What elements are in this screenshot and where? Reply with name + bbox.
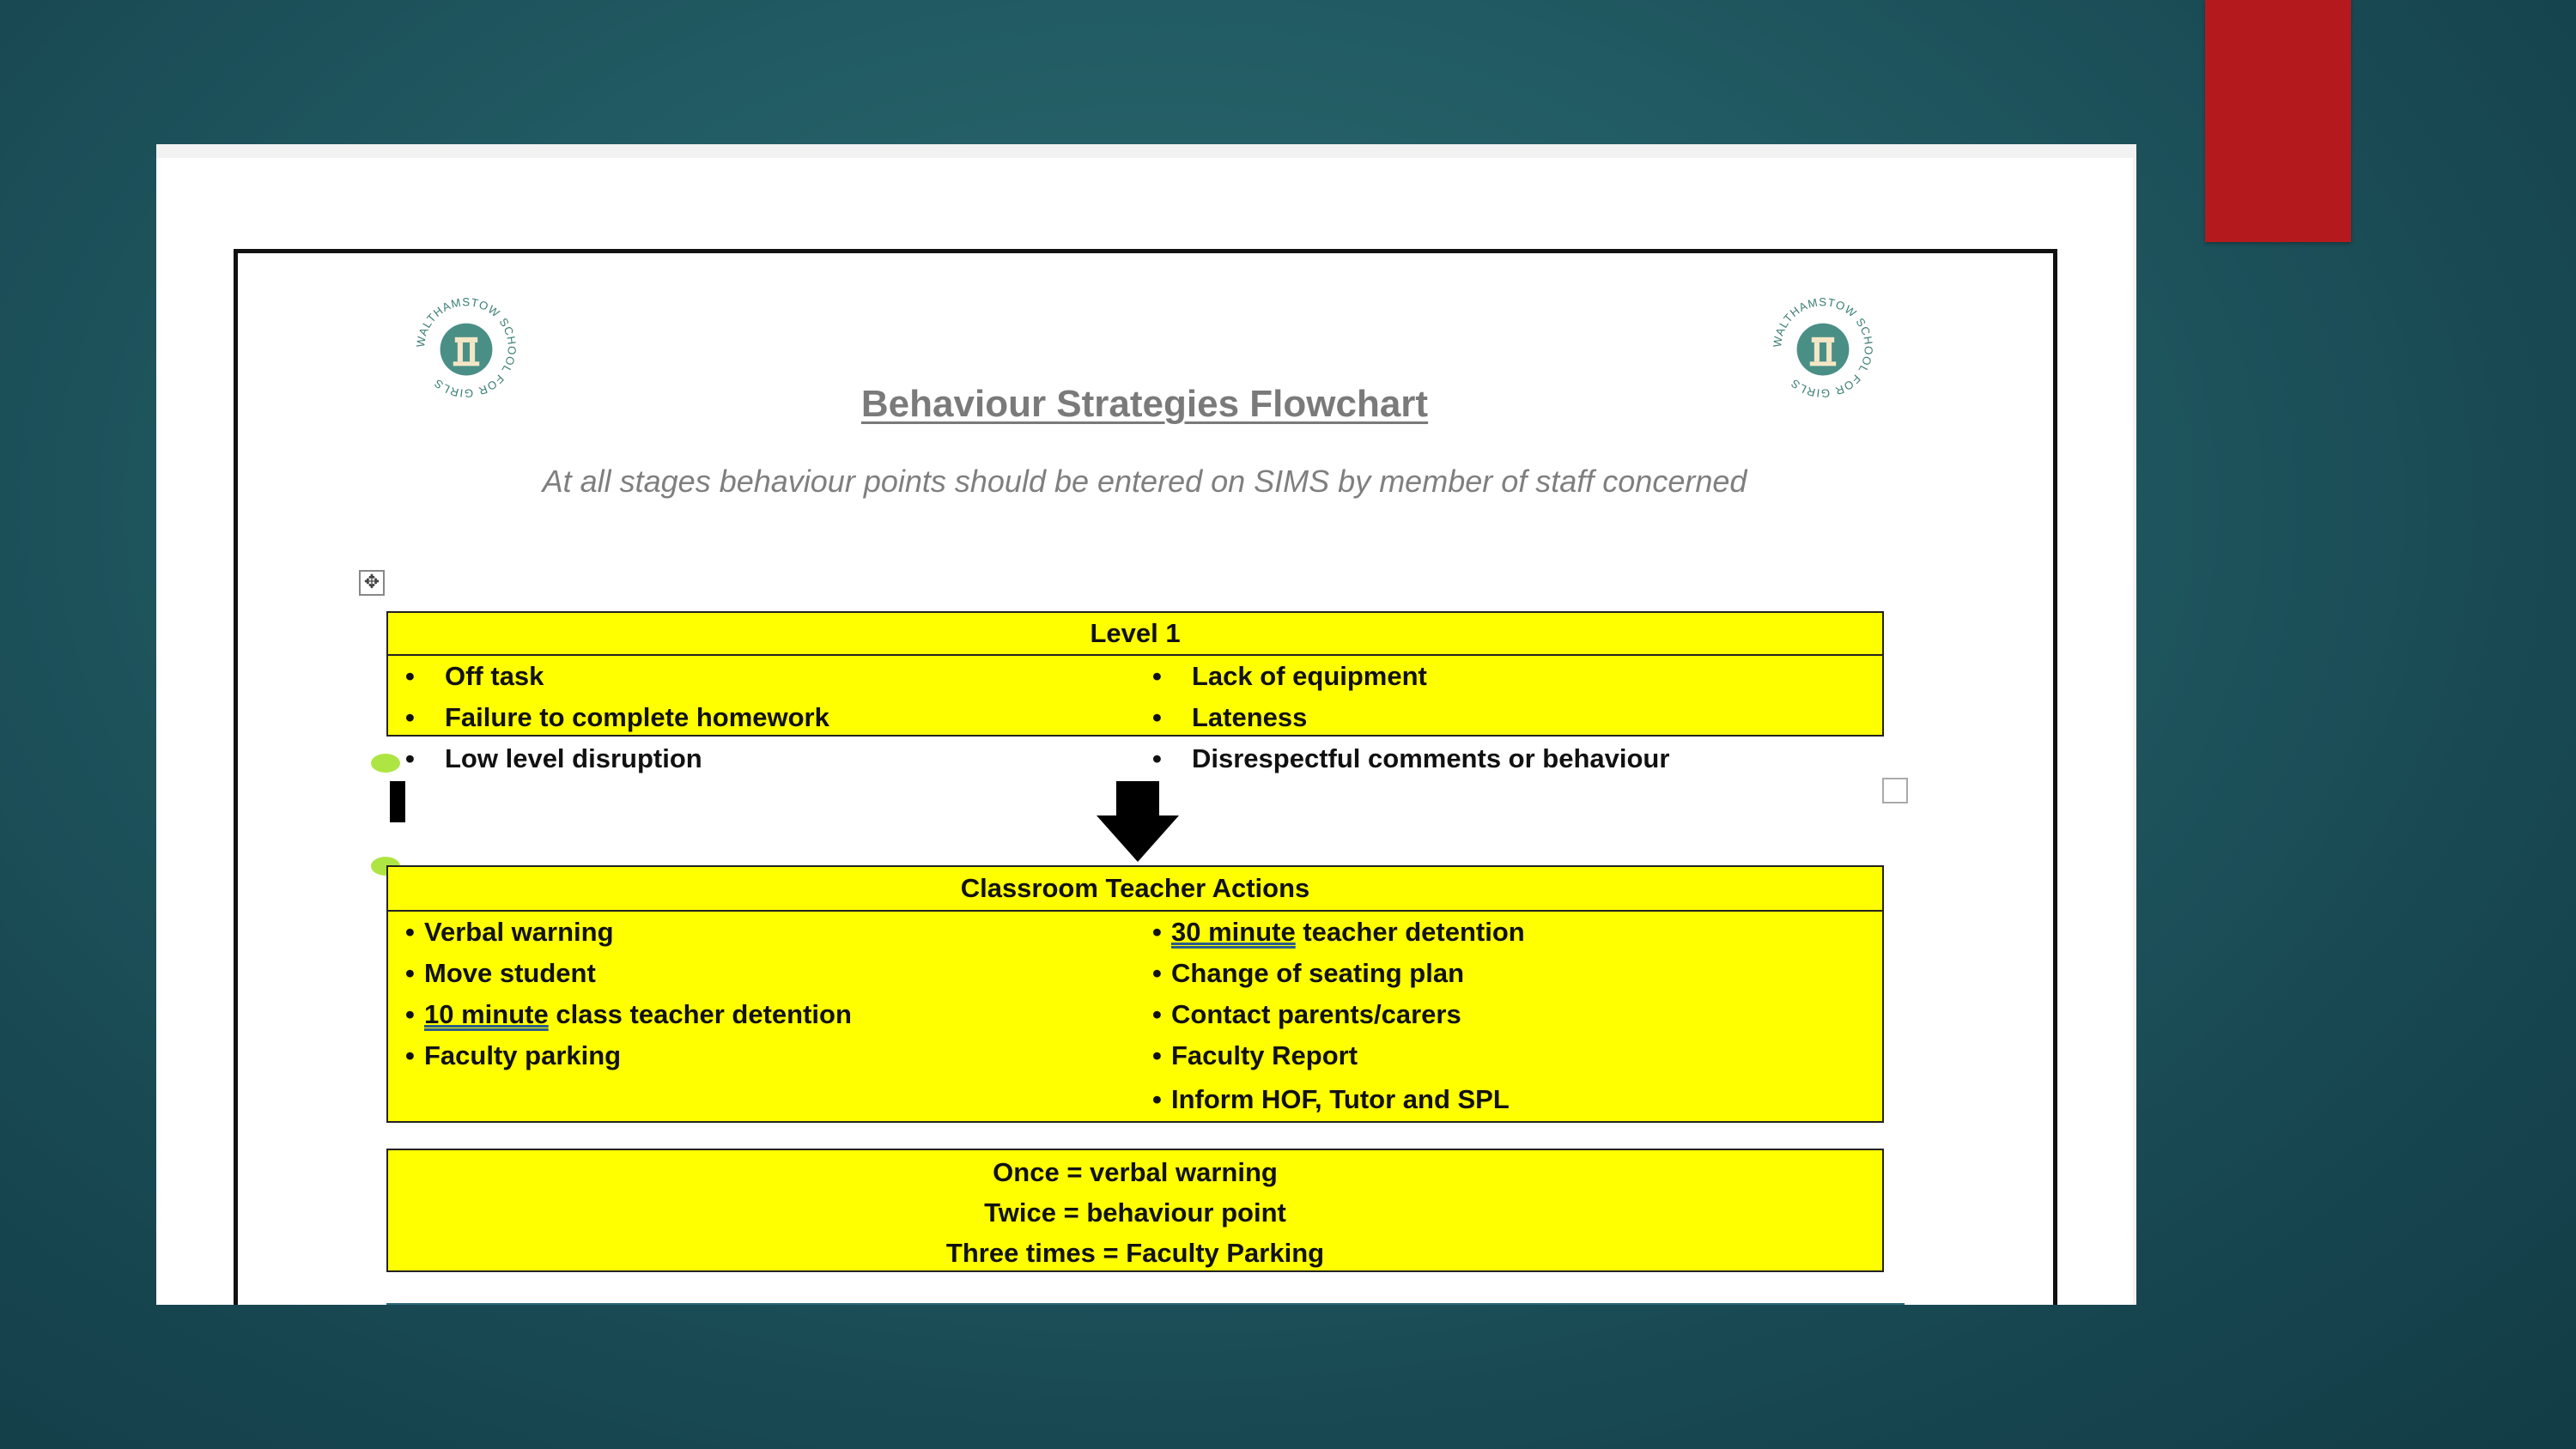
text-cursor	[390, 781, 405, 822]
level1-box	[386, 611, 1884, 773]
list-item: • Off task	[388, 656, 1135, 697]
slide-accent-bar	[2205, 0, 2351, 242]
list-item: • Contact parents/carers	[1135, 994, 1882, 1035]
level1-heading: Level 1	[388, 613, 1882, 656]
list-item: • Lack of equipment	[1135, 656, 1882, 697]
list-item: • Move student	[388, 953, 1135, 994]
teacher-actions-box	[386, 865, 1884, 1123]
underlined-text: 10 minute	[424, 999, 549, 1029]
resize-handle[interactable]	[1882, 778, 1908, 803]
list-item: • Low level disruption	[388, 738, 1135, 779]
svg-text:WALTHAMSTOW SCHOOL FOR GIRLS: WALTHAMSTOW SCHOOL FOR GIRLS	[413, 295, 519, 400]
move-icon[interactable]: ✥	[359, 570, 385, 596]
list-item: • Faculty Report	[1135, 1035, 1882, 1076]
document-page	[156, 158, 2133, 1305]
list-item: • Disrespectful comments or behaviour	[1135, 738, 1882, 779]
list-item: • Failure to complete homework	[388, 697, 1135, 738]
list-item	[388, 994, 1135, 1035]
list-item-text: teacher detention	[1303, 917, 1525, 947]
teacher-actions-heading: Classroom Teacher Actions	[388, 867, 1882, 912]
selection-marker[interactable]	[371, 754, 400, 773]
list-item: • Lateness	[1135, 697, 1882, 738]
document-window	[156, 144, 2136, 1305]
list-item: • Faculty parking	[388, 1035, 1135, 1076]
down-arrow-icon	[1095, 781, 1181, 864]
summary-line: Twice = behaviour point	[984, 1197, 1286, 1228]
list-item: • Change of seating plan	[1135, 953, 1882, 994]
underlined-text: 30 minute	[1171, 917, 1296, 947]
svg-text:WALTHAMSTOW SCHOOL FOR GIRLS: WALTHAMSTOW SCHOOL FOR GIRLS	[1770, 295, 1875, 400]
summary-line: Once = verbal warning	[993, 1157, 1278, 1187]
table-bottom-rule	[386, 1303, 1905, 1305]
list-item: • Inform HOF, Tutor and SPL	[1135, 1079, 1882, 1120]
document-title: Behaviour Strategies Flowchart	[860, 383, 1429, 425]
list-item-text: class teacher detention	[556, 999, 852, 1029]
summary-line: Three times = Faculty Parking	[945, 1238, 1325, 1268]
document-subtitle: At all stages behaviour points should be entered on SIMS by member of staff concerned	[542, 464, 1747, 499]
summary-box	[386, 1149, 1884, 1272]
list-item: • Verbal warning	[388, 912, 1135, 953]
list-item	[1135, 912, 1882, 953]
